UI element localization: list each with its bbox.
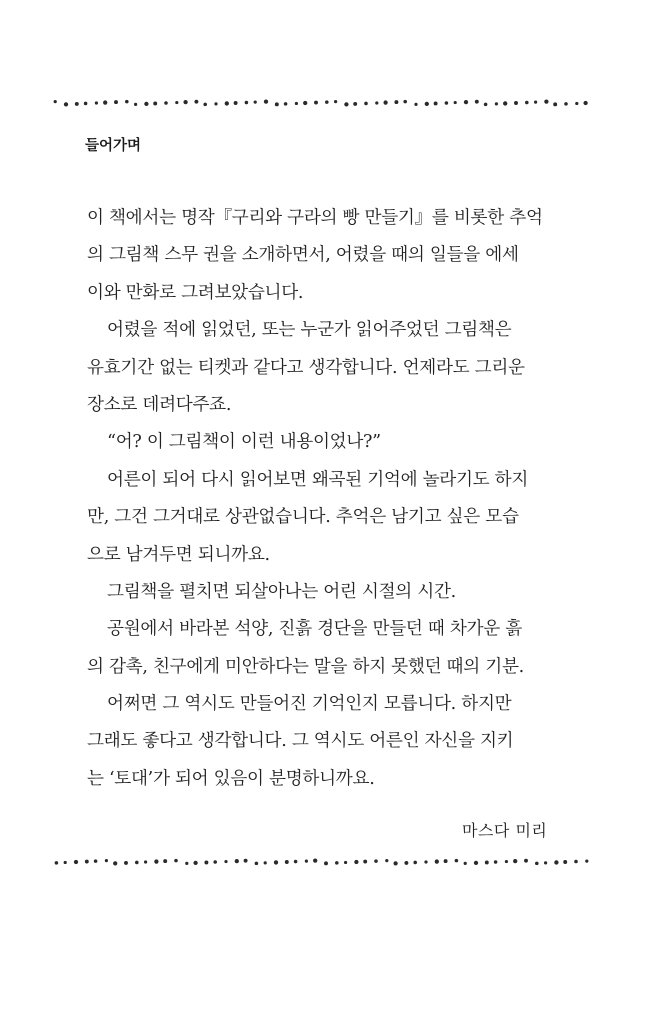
divider-dot — [74, 860, 78, 864]
divider-dot — [335, 861, 339, 865]
paragraph-line: 장소로 데려다주죠. — [87, 394, 232, 415]
divider-dot — [574, 860, 578, 864]
divider-dot — [464, 862, 467, 865]
divider-dot — [353, 102, 357, 106]
divider-dot — [494, 860, 498, 864]
top-dotted-divider — [52, 98, 592, 108]
divider-dot — [113, 861, 117, 865]
divider-dot — [503, 101, 507, 105]
divider-dot — [495, 102, 498, 105]
divider-dot — [114, 100, 118, 104]
divider-dot — [404, 861, 408, 865]
divider-dot — [103, 100, 107, 104]
dotted-line-bottom — [52, 857, 592, 867]
divider-dot — [163, 859, 167, 863]
bottom-dotted-divider — [52, 857, 592, 867]
paragraph-line: 어쩌면 그 역시도 만들어진 기억인지 모릅니다. 하지만 — [107, 694, 512, 715]
divider-dot — [564, 102, 568, 106]
divider-dot — [524, 859, 528, 863]
divider-dot — [194, 100, 198, 104]
divider-dot — [303, 101, 307, 105]
quote-line: “어? 이 그림책이 이런 내용이었나?” — [107, 432, 381, 453]
divider-dot — [224, 860, 227, 863]
divider-dot — [125, 100, 129, 104]
paragraph-line: 만, 그건 그거대로 상관없습니다. 추억은 남기고 싶은 모습 — [87, 507, 519, 528]
divider-dot — [213, 860, 217, 864]
divider-dot — [554, 860, 558, 864]
divider-dot — [505, 860, 508, 863]
divider-dot — [55, 861, 59, 865]
divider-dot — [193, 861, 197, 865]
divider-dot — [275, 102, 279, 106]
divider-dot — [325, 100, 329, 104]
divider-dot — [245, 101, 249, 105]
divider-dot — [105, 859, 108, 862]
divider-dot — [413, 861, 417, 865]
divider-dot — [95, 101, 98, 104]
divider-dot — [153, 101, 157, 105]
divider-dot — [513, 859, 517, 863]
paragraph-line: 이 책에서는 명작『구리와 구라의 빵 만들기』를 비롯한 추억 — [87, 208, 543, 228]
divider-dot — [354, 860, 358, 864]
divider-dot — [455, 859, 459, 863]
divider-dot — [175, 101, 178, 104]
divider-dot — [294, 860, 298, 864]
divider-dot — [534, 101, 537, 104]
divider-dot — [214, 102, 217, 105]
divider-dot — [244, 859, 248, 863]
divider-dot — [174, 859, 178, 863]
author-signature: 마스다 미리 — [462, 821, 548, 840]
divider-dot — [135, 861, 139, 865]
divider-dot — [475, 100, 479, 104]
divider-dot — [124, 861, 128, 865]
divider-dot — [375, 101, 378, 104]
divider-dot — [264, 861, 267, 864]
divider-dot — [444, 859, 448, 863]
divider-dot — [324, 861, 328, 865]
divider-dot — [54, 100, 57, 103]
divider-dot — [563, 860, 567, 864]
divider-dot — [464, 100, 468, 104]
paragraph-line: 그래도 좋다고 생각합니다. 그 역시도 어른인 자신을 지키 — [87, 731, 514, 752]
divider-dot — [425, 102, 429, 106]
divider-dot — [454, 101, 457, 104]
divider-dot — [344, 861, 347, 864]
divider-dot — [585, 860, 588, 863]
divider-dot — [284, 102, 288, 106]
divider-dot — [474, 861, 478, 865]
divider-dot — [435, 859, 439, 863]
paragraph-line: 그림책을 펼치면 되살아나는 어린 시절의 시간. — [107, 581, 456, 602]
divider-dot — [185, 862, 188, 865]
divider-dot — [204, 860, 208, 864]
divider-dot — [264, 100, 268, 104]
divider-dot — [144, 860, 147, 863]
divider-dot — [144, 102, 148, 106]
divider-dot — [525, 101, 529, 105]
paragraph-line: 으로 남겨두면 되니까요. — [87, 544, 270, 565]
divider-dot — [203, 103, 207, 107]
divider-dot — [553, 102, 557, 106]
body-text — [87, 200, 557, 798]
paragraph-line: 유효기간 없는 티켓과 같다고 생각합니다. 언제라도 그리운 — [87, 357, 525, 378]
divider-dot — [154, 859, 158, 863]
divider-dot — [134, 103, 137, 106]
divider-dot — [85, 860, 89, 864]
divider-dot — [234, 101, 238, 105]
divider-dot — [544, 861, 547, 864]
divider-dot — [285, 860, 289, 864]
paragraph-line: 이와 만화로 그려보았습니다. — [87, 282, 304, 303]
divider-dot — [364, 102, 368, 106]
divider-dot — [535, 862, 539, 866]
paragraph-line: 의 그림책 스무 권을 소개하면서, 어렸을 때의 일들을 에세 — [87, 245, 519, 266]
divider-dot — [84, 102, 88, 106]
divider-dot — [374, 859, 378, 863]
paragraph-line: 의 감촉, 친구에게 미안하다는 말을 하지 못했던 때의 기분. — [87, 656, 524, 677]
divider-dot — [274, 860, 278, 864]
divider-dot — [363, 860, 367, 864]
divider-dot — [305, 860, 308, 863]
divider-dot — [583, 101, 587, 105]
divider-dot — [235, 859, 239, 863]
divider-dot — [485, 860, 489, 864]
divider-dot — [424, 860, 427, 863]
divider-dot — [314, 101, 318, 105]
divider-dot — [544, 100, 548, 104]
divider-dot — [94, 859, 98, 863]
paragraph-line: 어른이 되어 다시 읽어보면 왜곡된 기억에 놀라기도 하지 — [107, 469, 529, 490]
divider-dot — [514, 101, 518, 105]
paragraph-line: 공원에서 바라본 석양, 진흙 경단을 만들던 때 차가운 흙 — [107, 619, 522, 640]
divider-dot — [385, 859, 388, 862]
divider-dot — [183, 100, 187, 104]
divider-dot — [254, 101, 257, 104]
paragraph-line: 어렸을 적에 읽었던, 또는 누군가 읽어주었던 그림책은 — [107, 320, 512, 341]
divider-dot — [255, 862, 259, 866]
divider-dot — [225, 101, 229, 105]
divider-dot — [393, 861, 397, 865]
divider-dot — [414, 103, 417, 106]
dotted-line-top — [52, 98, 592, 108]
divider-dot — [334, 100, 337, 103]
divider-dot — [313, 859, 317, 863]
divider-dot — [383, 100, 387, 104]
divider-dot — [575, 102, 578, 105]
divider-dot — [75, 102, 79, 106]
divider-dot — [344, 102, 348, 106]
divider-dot — [64, 861, 67, 864]
divider-dot — [295, 102, 298, 105]
paragraph-line: 는 ‘토대’가 되어 있음이 분명하니까요. — [87, 768, 375, 789]
divider-dot — [403, 100, 407, 104]
divider-dot — [484, 103, 488, 107]
divider-dot — [164, 101, 168, 105]
divider-dot — [394, 100, 398, 104]
divider-dot — [445, 101, 449, 105]
section-heading: 들어가며 — [85, 138, 142, 154]
divider-dot — [434, 101, 438, 105]
divider-dot — [64, 102, 68, 106]
